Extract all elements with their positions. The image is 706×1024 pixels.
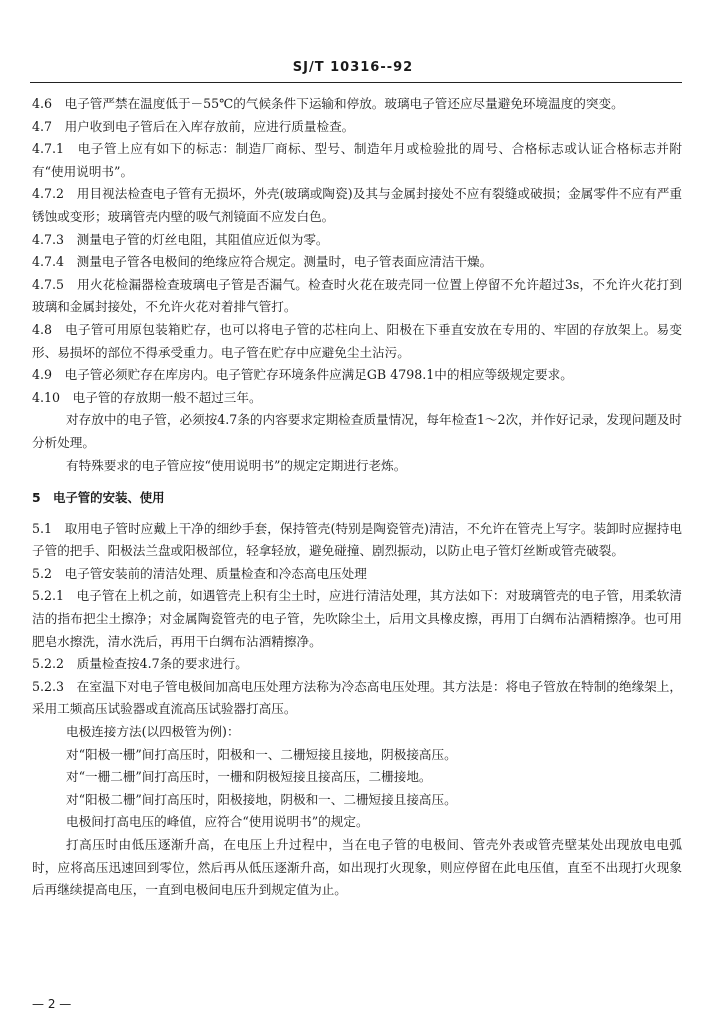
clause-5-2-1: 5.2.1 电子管在上机之前，如遇管壳上积有尘土时，应进行清洁处理，其方法如下：对玻璃管壳的电子管，用柔软清洁的指布把尘土擦净；对金属陶瓷管壳的电子管，先吹除尘土，后用文具橡皮擦，再用丁白绸布沾酒精擦净。也可用肥皂水擦洗，清水洗后，再用干白绸布沾酒精擦净。 — [32, 588, 682, 649]
section-5-heading: 5 电子管的安装、使用 — [32, 490, 165, 506]
page-number: — 2 — — [32, 997, 72, 1011]
clause-5-2-2: 5.2.2 质量检查按4.7条的要求进行。 — [32, 656, 248, 672]
clause-4-7-1: 4.7.1 电子管上应有如下的标志：制造厂商标、型号、制造年月或检验批的周号、合格标志或认证合格标志并附有“使用说明书”。 — [32, 141, 682, 179]
clause-4-7-3: 4.7.3 测量电子管的灯丝电阻，其阻值应近似为零。 — [32, 231, 329, 247]
clause-5-2: 5.2 电子管安装前的清洁处理、质量检查和冷态高电压处理 — [32, 565, 367, 581]
connection-grid1-grid2: 对“一栅二栅”间打高压时，一栅和阴极短接且接高压，二栅接地。 — [66, 769, 432, 785]
clause-4-7-4: 4.7.4 测量电子管各电极间的绝缘应符合规定。测量时，电子管表面应清洁干燥。 — [32, 254, 493, 270]
document-body — [32, 93, 682, 902]
clause-4-8: 4.8 电子管可用原包装箱贮存，也可以将电子管的芯柱向上、阳极在下垂直安放在专用的、牢固的存放架上。易变形、易损坏的部位不得承受重力。电子管在贮存中应避免尘土沾污。 — [32, 321, 682, 360]
clause-4-6: 4.6 电子管严禁在温度低于－55℃的气候条件下运输和停放。玻璃电子管还应尽量避免环境温度的突变。 — [32, 96, 624, 111]
clause-4-7-5: 4.7.5 用火花检漏器检查玻璃电子管是否漏气。检查时火花在玻壳同一位置上停留不允许超过3s，不允许火花打到玻璃和金属封接处，不允许火花对着排气管打。 — [32, 276, 682, 315]
clause-4-10-aging: 有特殊要求的电子管应按“使用说明书”的规定定期进行老炼。 — [66, 457, 407, 473]
connection-anode-grid2: 对“阳极二栅”间打高压时，阳极接地，阴极和一、二栅短接且接高压。 — [66, 791, 457, 807]
header-rule — [30, 82, 682, 83]
clause-4-7: 4.7 用户收到电子管后在入库存放前，应进行质量检查。 — [32, 118, 355, 134]
clause-4-7-2: 4.7.2 用目视法检查电子管有无损坏，外壳(玻璃或陶瓷)及其与金属封接处不应有裂缝或破损；金属零件不应有严重锈蚀或变形；玻璃管壳内壁的吸气剂镜面不应发白色。 — [32, 186, 682, 224]
clause-4-10-inspection: 对存放中的电子管，必须按4.7条的内容要求定期检查质量情况，每年检查1～2次，并作好记录，发现问题及时分析处理。 — [32, 412, 682, 450]
clause-4-9: 4.9 电子管必须贮存在库房内。电子管贮存环境条件应满足GB 4798.1中的相应等级规定要求。 — [32, 367, 573, 383]
document-number-header: SJ/T 10316--92 — [292, 60, 414, 75]
connection-anode-grid1: 对“阳极一栅”间打高压时，阳极和一、二栅短接且接地，阴极接高压。 — [66, 746, 457, 762]
clause-5-2-3: 5.2.3 在室温下对电子管电极间加高电压处理方法称为冷态高电压处理。其方法是：将电子管放在特制的绝缘架上，采用工频高压试验器或直流高压试验器打高压。 — [32, 678, 682, 717]
clause-4-10: 4.10 电子管的存放期一般不超过三年。 — [32, 389, 262, 405]
electrode-connection-method: 电极连接方法(以四极管为例)： — [66, 724, 240, 740]
high-voltage-procedure: 打高压时由低压逐渐升高，在电压上升过程中，当在电子管的电极间、管壳外表或管壳壁某处出现放电电弧时，应将高压迅速回到零位，然后再从低压逐渐升高，如出现打火现象，则应停留在此电压值，直至不出现打火现象后再继续提高电压，一直到电极间电压升到规定值为止。 — [32, 837, 682, 898]
peak-voltage-note: 电极间打高电压的峰值，应符合“使用说明书”的规定。 — [66, 814, 369, 830]
clause-5-1: 5.1 取用电子管时应戴上干净的细纱手套，保持管壳(特别是陶瓷管壳)清洁，不允许在管壳上写字。装卸时应握持电子管的把手、阳极法兰盘或阳极部位，轻拿轻放，避免碰撞、剧烈振动，以防止电子管灯丝断或管壳破裂。 — [32, 520, 682, 559]
